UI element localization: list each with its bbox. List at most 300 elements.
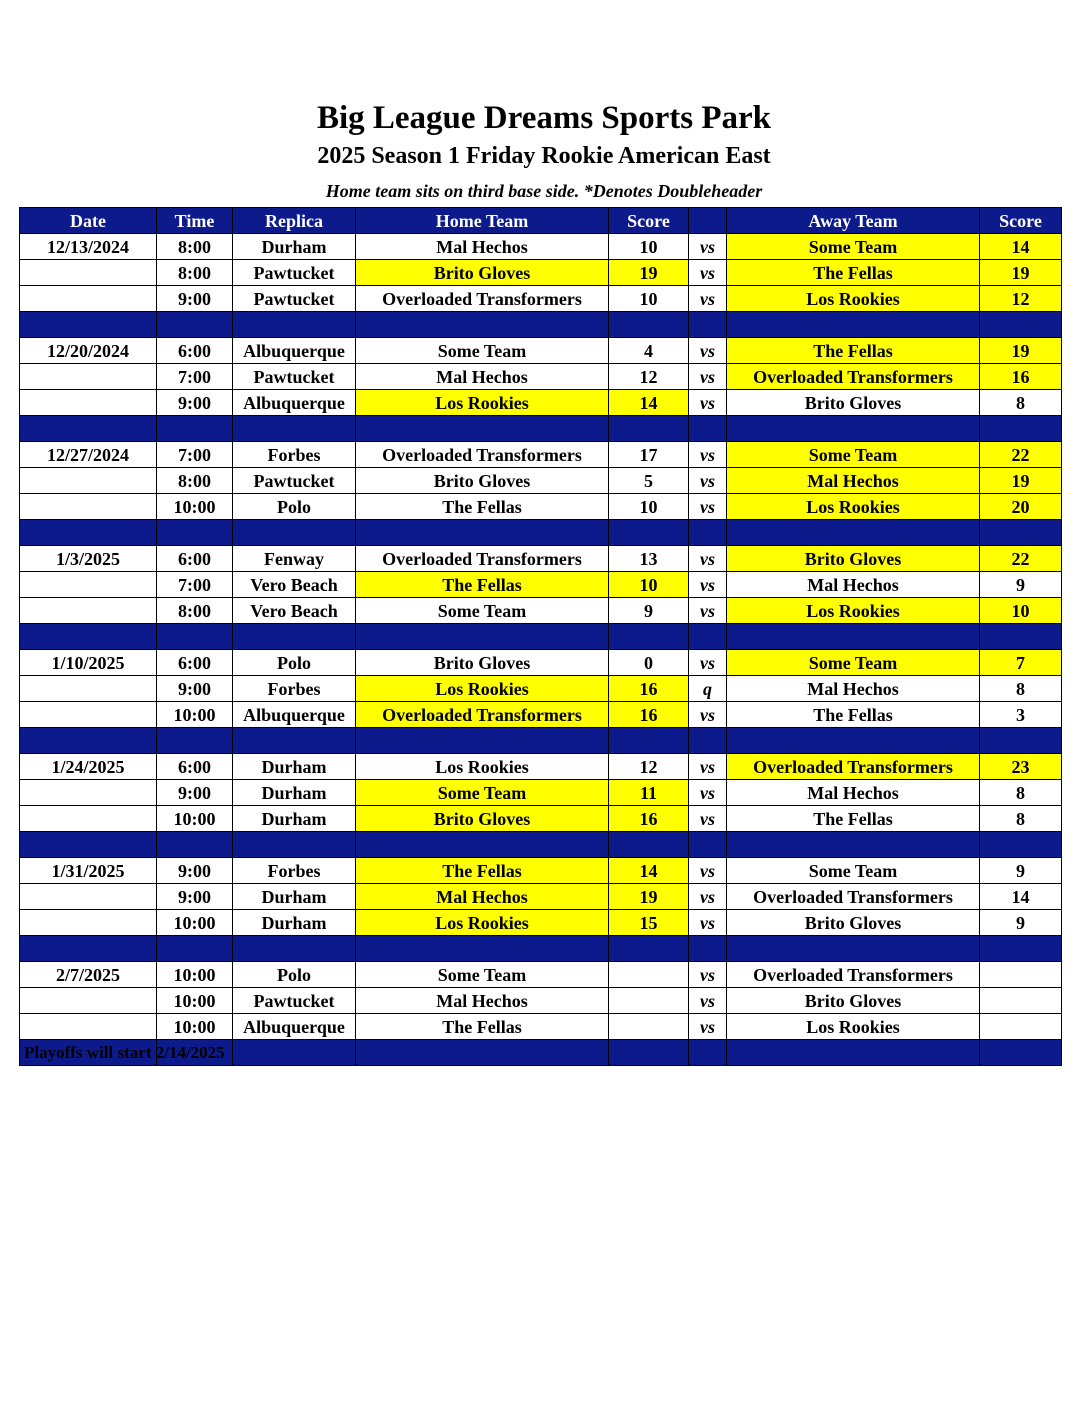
replica-cell: Albuquerque: [233, 702, 356, 728]
date-cell: 12/13/2024: [20, 234, 157, 260]
col-header-replica: Replica: [233, 208, 356, 234]
separator-cell: [689, 416, 727, 442]
table-row: [20, 780, 1062, 806]
separator-cell: [727, 416, 980, 442]
separator-cell: [20, 520, 157, 546]
away-team-cell: The Fellas: [727, 806, 980, 832]
time-cell: 7:00: [157, 572, 233, 598]
table-row: [20, 806, 1062, 832]
date-cell: [20, 702, 157, 728]
replica-cell: Forbes: [233, 676, 356, 702]
separator-cell: [727, 728, 980, 754]
away-team-cell: The Fellas: [727, 260, 980, 286]
date-cell: [20, 364, 157, 390]
time-cell: 8:00: [157, 598, 233, 624]
separator-cell: [233, 312, 356, 338]
separator-cell: [20, 312, 157, 338]
time-cell: 6:00: [157, 546, 233, 572]
home-team-cell: Los Rookies: [356, 676, 609, 702]
versus-cell: vs: [689, 780, 727, 806]
page-subtitle: 2025 Season 1 Friday Rookie American East: [317, 143, 771, 169]
home-score-cell: 12: [609, 364, 689, 390]
separator-cell: [233, 936, 356, 962]
separator-cell: [157, 936, 233, 962]
versus-cell: vs: [689, 1014, 727, 1040]
table-header-row: [20, 208, 1062, 234]
home-score-cell: 12: [609, 754, 689, 780]
date-cell: 12/27/2024: [20, 442, 157, 468]
home-team-cell: Brito Gloves: [356, 260, 609, 286]
home-score-cell: 10: [609, 494, 689, 520]
table-row: [20, 572, 1062, 598]
week-separator-row: [20, 832, 1062, 858]
separator-cell: [609, 936, 689, 962]
separator-cell: [609, 728, 689, 754]
away-team-cell: Los Rookies: [727, 286, 980, 312]
separator-cell: [20, 416, 157, 442]
versus-cell: vs: [689, 884, 727, 910]
home-team-cell: Mal Hechos: [356, 988, 609, 1014]
time-cell: 10:00: [157, 962, 233, 988]
away-score-cell: 19: [980, 338, 1062, 364]
away-score-cell: 9: [980, 858, 1062, 884]
home-team-cell: Mal Hechos: [356, 364, 609, 390]
table-row: [20, 494, 1062, 520]
replica-cell: Vero Beach: [233, 572, 356, 598]
table-row: [20, 988, 1062, 1014]
table-row: [20, 884, 1062, 910]
week-separator-row: [20, 936, 1062, 962]
time-cell: 10:00: [157, 806, 233, 832]
away-score-cell: [980, 1014, 1062, 1040]
away-score-cell: 9: [980, 572, 1062, 598]
time-cell: 10:00: [157, 1014, 233, 1040]
away-score-cell: [980, 988, 1062, 1014]
away-score-cell: 8: [980, 390, 1062, 416]
home-team-cell: The Fellas: [356, 494, 609, 520]
separator-cell: [727, 312, 980, 338]
away-score-cell: 19: [980, 468, 1062, 494]
table-row: [20, 962, 1062, 988]
replica-cell: Albuquerque: [233, 390, 356, 416]
away-score-cell: 7: [980, 650, 1062, 676]
versus-cell: vs: [689, 806, 727, 832]
replica-cell: Polo: [233, 494, 356, 520]
versus-cell: vs: [689, 338, 727, 364]
separator-cell: [233, 520, 356, 546]
home-score-cell: 14: [609, 390, 689, 416]
separator-cell: [157, 312, 233, 338]
away-team-cell: Overloaded Transformers: [727, 962, 980, 988]
away-team-cell: Overloaded Transformers: [727, 754, 980, 780]
away-team-cell: Mal Hechos: [727, 780, 980, 806]
home-score-cell: 16: [609, 676, 689, 702]
away-score-cell: 20: [980, 494, 1062, 520]
separator-cell: [689, 1040, 727, 1066]
home-score-cell: 15: [609, 910, 689, 936]
home-team-cell: Overloaded Transformers: [356, 546, 609, 572]
versus-cell: vs: [689, 988, 727, 1014]
versus-cell: vs: [689, 910, 727, 936]
away-score-cell: 14: [980, 884, 1062, 910]
away-team-cell: The Fellas: [727, 702, 980, 728]
versus-cell: vs: [689, 234, 727, 260]
versus-cell: vs: [689, 754, 727, 780]
away-team-cell: Some Team: [727, 650, 980, 676]
separator-cell: [727, 832, 980, 858]
date-cell: 2/7/2025: [20, 962, 157, 988]
versus-cell: vs: [689, 962, 727, 988]
separator-cell: [356, 416, 609, 442]
col-header-time: Time: [157, 208, 233, 234]
versus-cell: vs: [689, 546, 727, 572]
home-score-cell: [609, 962, 689, 988]
versus-cell: vs: [689, 858, 727, 884]
table-row: [20, 858, 1062, 884]
separator-cell: [356, 624, 609, 650]
home-score-cell: 16: [609, 806, 689, 832]
separator-cell: [157, 832, 233, 858]
home-team-cell: Overloaded Transformers: [356, 442, 609, 468]
time-cell: 8:00: [157, 260, 233, 286]
time-cell: 6:00: [157, 650, 233, 676]
date-cell: [20, 260, 157, 286]
time-cell: 9:00: [157, 676, 233, 702]
separator-cell: [356, 936, 609, 962]
home-score-cell: 9: [609, 598, 689, 624]
separator-cell: [689, 312, 727, 338]
replica-cell: Albuquerque: [233, 1014, 356, 1040]
away-team-cell: Mal Hechos: [727, 572, 980, 598]
table-row: [20, 364, 1062, 390]
home-team-cell: Mal Hechos: [356, 234, 609, 260]
table-row: [20, 286, 1062, 312]
replica-cell: Pawtucket: [233, 286, 356, 312]
replica-cell: Durham: [233, 884, 356, 910]
separator-cell: [233, 832, 356, 858]
time-cell: 10:00: [157, 702, 233, 728]
table-row: [20, 546, 1062, 572]
home-score-cell: 4: [609, 338, 689, 364]
separator-cell: [609, 520, 689, 546]
home-score-cell: [609, 1014, 689, 1040]
away-team-cell: Brito Gloves: [727, 988, 980, 1014]
replica-cell: Pawtucket: [233, 988, 356, 1014]
away-score-cell: 14: [980, 234, 1062, 260]
replica-cell: Forbes: [233, 858, 356, 884]
separator-cell: [689, 728, 727, 754]
home-team-cell: Some Team: [356, 962, 609, 988]
away-score-cell: 16: [980, 364, 1062, 390]
separator-cell: [609, 1040, 689, 1066]
separator-cell: [20, 728, 157, 754]
replica-cell: Durham: [233, 234, 356, 260]
replica-cell: Pawtucket: [233, 260, 356, 286]
separator-cell: [727, 936, 980, 962]
versus-cell: vs: [689, 390, 727, 416]
page-title: Big League Dreams Sports Park: [316, 100, 772, 136]
home-score-cell: 13: [609, 546, 689, 572]
versus-cell: vs: [689, 468, 727, 494]
away-score-cell: 8: [980, 806, 1062, 832]
time-cell: 8:00: [157, 468, 233, 494]
separator-cell: [980, 520, 1062, 546]
away-team-cell: Brito Gloves: [727, 546, 980, 572]
col-header-away-team: Away Team: [727, 208, 980, 234]
separator-cell: [980, 624, 1062, 650]
separator-cell: [980, 832, 1062, 858]
table-row: [20, 234, 1062, 260]
replica-cell: Durham: [233, 754, 356, 780]
away-score-cell: 10: [980, 598, 1062, 624]
away-team-cell: Overloaded Transformers: [727, 364, 980, 390]
time-cell: 7:00: [157, 364, 233, 390]
separator-cell: [609, 416, 689, 442]
table-row: [20, 468, 1062, 494]
date-cell: [20, 1014, 157, 1040]
away-score-cell: 23: [980, 754, 1062, 780]
separator-cell: [233, 1040, 356, 1066]
separator-cell: [727, 1040, 980, 1066]
time-cell: 9:00: [157, 390, 233, 416]
home-team-cell: Some Team: [356, 338, 609, 364]
separator-cell: [609, 832, 689, 858]
home-team-cell: Los Rookies: [356, 910, 609, 936]
away-team-cell: Some Team: [727, 442, 980, 468]
table-row: [20, 390, 1062, 416]
date-cell: [20, 676, 157, 702]
versus-cell: vs: [689, 572, 727, 598]
separator-cell: [20, 832, 157, 858]
versus-cell: vs: [689, 260, 727, 286]
separator-cell: [356, 728, 609, 754]
replica-cell: Fenway: [233, 546, 356, 572]
separator-cell: [689, 936, 727, 962]
replica-cell: Durham: [233, 806, 356, 832]
away-score-cell: 9: [980, 910, 1062, 936]
away-score-cell: [980, 962, 1062, 988]
date-cell: [20, 390, 157, 416]
separator-cell: [689, 520, 727, 546]
separator-cell: [980, 728, 1062, 754]
date-cell: [20, 572, 157, 598]
versus-cell: vs: [689, 442, 727, 468]
schedule-note: Home team sits on third base side. *Denotes Doubleheader: [325, 181, 763, 201]
home-team-cell: Brito Gloves: [356, 806, 609, 832]
table-row: [20, 676, 1062, 702]
table-row: [20, 260, 1062, 286]
time-cell: 6:00: [157, 754, 233, 780]
away-score-cell: 19: [980, 260, 1062, 286]
date-cell: [20, 910, 157, 936]
away-team-cell: Mal Hechos: [727, 468, 980, 494]
table-row: [20, 442, 1062, 468]
separator-cell: [157, 624, 233, 650]
col-header-home-team: Home Team: [356, 208, 609, 234]
playoffs-note: Playoffs will start 2/14/2025: [24, 1043, 225, 1062]
home-team-cell: The Fellas: [356, 858, 609, 884]
replica-cell: Durham: [233, 780, 356, 806]
home-score-cell: 10: [609, 286, 689, 312]
home-score-cell: 17: [609, 442, 689, 468]
week-separator-row: [20, 728, 1062, 754]
separator-cell: [20, 624, 157, 650]
home-score-cell: 5: [609, 468, 689, 494]
home-score-cell: 16: [609, 702, 689, 728]
separator-cell: [356, 312, 609, 338]
separator-cell: [727, 520, 980, 546]
separator-cell: [157, 416, 233, 442]
time-cell: 7:00: [157, 442, 233, 468]
time-cell: 9:00: [157, 286, 233, 312]
away-team-cell: Los Rookies: [727, 598, 980, 624]
separator-cell: [356, 832, 609, 858]
away-team-cell: Los Rookies: [727, 494, 980, 520]
home-score-cell: 10: [609, 572, 689, 598]
separator-cell: [356, 520, 609, 546]
home-score-cell: 0: [609, 650, 689, 676]
versus-cell: vs: [689, 650, 727, 676]
home-score-cell: 19: [609, 884, 689, 910]
week-separator-row: [20, 416, 1062, 442]
away-score-cell: 22: [980, 442, 1062, 468]
versus-cell: q: [689, 676, 727, 702]
separator-cell: [980, 936, 1062, 962]
separator-cell: [689, 624, 727, 650]
home-score-cell: 10: [609, 234, 689, 260]
date-cell: [20, 884, 157, 910]
week-separator-row: [20, 312, 1062, 338]
away-team-cell: Brito Gloves: [727, 390, 980, 416]
date-cell: [20, 286, 157, 312]
home-score-cell: [609, 988, 689, 1014]
time-cell: 9:00: [157, 858, 233, 884]
home-score-cell: 19: [609, 260, 689, 286]
away-score-cell: 22: [980, 546, 1062, 572]
replica-cell: Pawtucket: [233, 468, 356, 494]
table-row: [20, 702, 1062, 728]
date-cell: [20, 780, 157, 806]
home-team-cell: The Fellas: [356, 572, 609, 598]
replica-cell: Vero Beach: [233, 598, 356, 624]
away-team-cell: Overloaded Transformers: [727, 884, 980, 910]
separator-cell: [980, 312, 1062, 338]
date-cell: [20, 598, 157, 624]
separator-cell: [689, 832, 727, 858]
table-row: [20, 650, 1062, 676]
col-header-home-score: Score: [609, 208, 689, 234]
home-team-cell: Los Rookies: [356, 390, 609, 416]
date-cell: 1/24/2025: [20, 754, 157, 780]
replica-cell: Durham: [233, 910, 356, 936]
separator-cell: [609, 624, 689, 650]
separator-cell: [157, 728, 233, 754]
time-cell: 8:00: [157, 234, 233, 260]
home-score-cell: 11: [609, 780, 689, 806]
replica-cell: Pawtucket: [233, 364, 356, 390]
separator-cell: [356, 1040, 609, 1066]
versus-cell: vs: [689, 286, 727, 312]
away-team-cell: The Fellas: [727, 338, 980, 364]
week-separator-row: [20, 624, 1062, 650]
time-cell: 10:00: [157, 910, 233, 936]
col-header-separator: [689, 208, 727, 234]
col-header-away-score: Score: [980, 208, 1062, 234]
time-cell: 10:00: [157, 988, 233, 1014]
away-score-cell: 3: [980, 702, 1062, 728]
away-team-cell: Mal Hechos: [727, 676, 980, 702]
home-team-cell: The Fellas: [356, 1014, 609, 1040]
separator-cell: [727, 624, 980, 650]
home-team-cell: Overloaded Transformers: [356, 286, 609, 312]
home-score-cell: 14: [609, 858, 689, 884]
week-separator-row: [20, 520, 1062, 546]
table-row: [20, 598, 1062, 624]
separator-cell: [233, 416, 356, 442]
home-team-cell: Brito Gloves: [356, 468, 609, 494]
separator-cell: [980, 1040, 1062, 1066]
date-cell: 12/20/2024: [20, 338, 157, 364]
home-team-cell: Some Team: [356, 598, 609, 624]
away-team-cell: Some Team: [727, 234, 980, 260]
replica-cell: Albuquerque: [233, 338, 356, 364]
date-cell: [20, 988, 157, 1014]
date-cell: 1/3/2025: [20, 546, 157, 572]
away-score-cell: 8: [980, 676, 1062, 702]
date-cell: [20, 806, 157, 832]
replica-cell: Polo: [233, 962, 356, 988]
schedule-body: [20, 234, 1062, 1066]
schedule-table: [19, 207, 1062, 1066]
time-cell: 9:00: [157, 884, 233, 910]
home-team-cell: Mal Hechos: [356, 884, 609, 910]
table-row: [20, 910, 1062, 936]
away-team-cell: Brito Gloves: [727, 910, 980, 936]
time-cell: 9:00: [157, 780, 233, 806]
date-cell: [20, 494, 157, 520]
versus-cell: vs: [689, 702, 727, 728]
replica-cell: Polo: [233, 650, 356, 676]
separator-cell: [20, 936, 157, 962]
versus-cell: vs: [689, 598, 727, 624]
separator-cell: [980, 416, 1062, 442]
away-score-cell: 12: [980, 286, 1062, 312]
table-row: [20, 754, 1062, 780]
time-cell: 10:00: [157, 494, 233, 520]
date-cell: [20, 468, 157, 494]
away-team-cell: Some Team: [727, 858, 980, 884]
separator-cell: [157, 520, 233, 546]
table-row: [20, 338, 1062, 364]
home-team-cell: Overloaded Transformers: [356, 702, 609, 728]
replica-cell: Forbes: [233, 442, 356, 468]
date-cell: 1/31/2025: [20, 858, 157, 884]
home-team-cell: Brito Gloves: [356, 650, 609, 676]
home-team-cell: Some Team: [356, 780, 609, 806]
time-cell: 6:00: [157, 338, 233, 364]
separator-cell: [233, 624, 356, 650]
versus-cell: vs: [689, 494, 727, 520]
table-row: [20, 1014, 1062, 1040]
date-cell: 1/10/2025: [20, 650, 157, 676]
away-team-cell: Los Rookies: [727, 1014, 980, 1040]
home-team-cell: Los Rookies: [356, 754, 609, 780]
col-header-date: Date: [20, 208, 157, 234]
separator-cell: [233, 728, 356, 754]
away-score-cell: 8: [980, 780, 1062, 806]
separator-cell: [609, 312, 689, 338]
versus-cell: vs: [689, 364, 727, 390]
